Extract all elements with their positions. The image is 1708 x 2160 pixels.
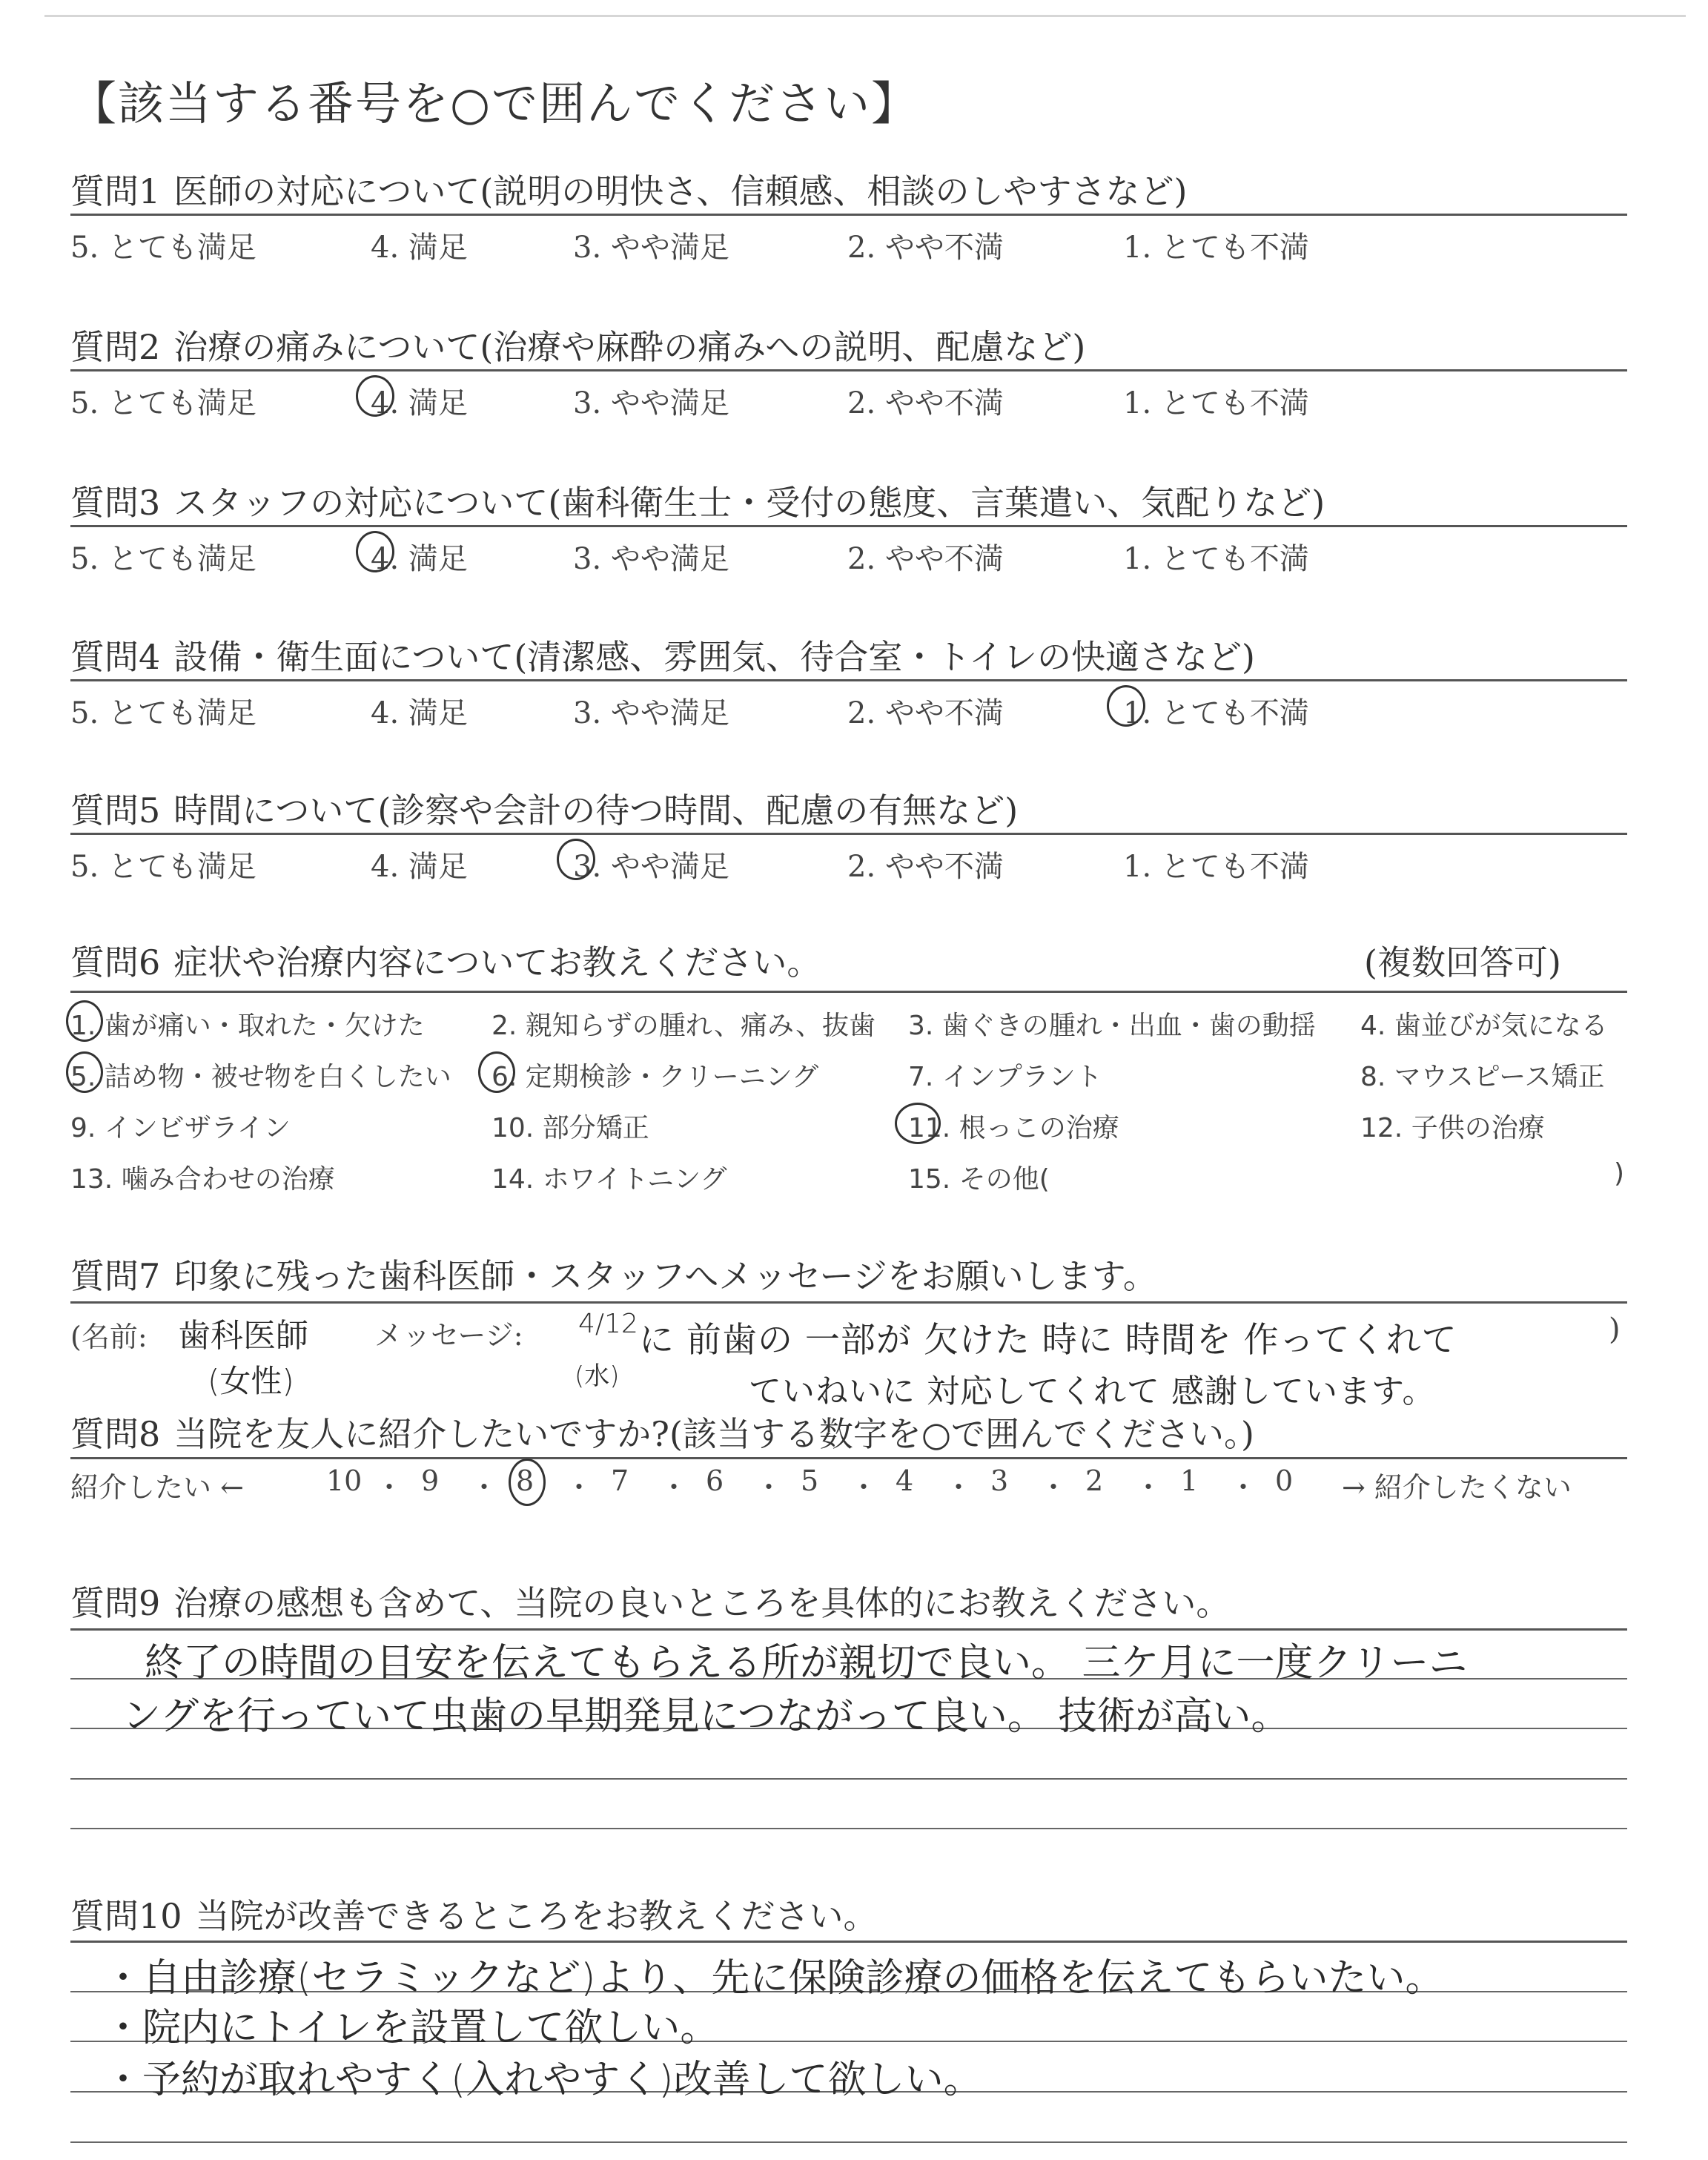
q7-name-label: (名前:	[70, 1321, 148, 1353]
q6-heading	[70, 936, 821, 985]
q2-selection-circle	[356, 375, 394, 417]
q1-text: 医師の対応について(説明の明快さ、信頼感、相談のしやすさなど)	[173, 171, 1188, 211]
q8-text: 当院を友人に紹介したいですか?(該当する数字を○で囲んでください。)	[173, 1414, 1254, 1454]
q7-name-sub: (女性)	[208, 1363, 294, 1399]
q4-option[interactable]: 5. とても満足	[70, 696, 256, 730]
q4-number: 質問4	[70, 637, 161, 677]
q5-options	[70, 843, 1664, 885]
q6-option[interactable]: 3. 歯ぐきの腫れ・出血・歯の動揺	[908, 1011, 1316, 1041]
q2-option[interactable]: 4. 満足	[371, 386, 468, 420]
q5-text: 時間について(診察や会計の待つ時間、配慮の有無など)	[173, 790, 1019, 830]
q1-option[interactable]: 4. 満足	[371, 231, 468, 265]
scale-separator: ・	[850, 1471, 878, 1504]
scale-separator: ・	[1039, 1471, 1068, 1504]
q6-selection-circle	[895, 1103, 941, 1144]
q6-option[interactable]: 1. 歯が痛い・取れた・欠けた	[70, 1011, 425, 1041]
q6-option[interactable]: 9. インビザライン	[70, 1113, 291, 1143]
q6-option[interactable]: 12. 子供の治療	[1360, 1113, 1545, 1143]
scale-value[interactable]: 4	[896, 1464, 914, 1497]
q6-option[interactable]: 2. 親知らずの腫れ、痛み、抜歯	[491, 1011, 876, 1041]
q4-rule	[70, 679, 1627, 681]
q4-text: 設備・衛生面について(清潔感、雰囲気、待合室・トイレの快適さなど)	[173, 637, 1255, 677]
q10-answer-line-3: ・予約が取れやすく(入れやすく)改善して欲しい。	[104, 2058, 982, 2102]
q2-rule	[70, 369, 1627, 371]
q2-number: 質問2	[70, 327, 161, 367]
q10-number: 質問10	[70, 1896, 182, 1936]
q6-option[interactable]: 8. マウスピース矯正	[1360, 1062, 1605, 1092]
q5-rule	[70, 833, 1627, 835]
scale-right-label: → 紹介したくない	[1342, 1471, 1572, 1504]
q4-heading	[70, 630, 1255, 679]
q10-rule	[70, 1941, 1627, 1943]
q7-day: (水)	[575, 1361, 620, 1391]
scale-separator: ・	[660, 1471, 689, 1504]
scale-value[interactable]: 2	[1085, 1464, 1104, 1497]
q9-rule	[70, 1628, 1627, 1631]
q6-option[interactable]: 4. 歯並びが気になる	[1360, 1011, 1608, 1041]
q8-heading	[70, 1407, 1254, 1456]
q1-option[interactable]: 3. やや満足	[573, 231, 729, 265]
q5-option[interactable]: 3. やや満足	[573, 850, 729, 884]
q10-heading	[70, 1889, 878, 1938]
q10-answer-line-2: ・院内にトイレを設置して欲しい。	[104, 2006, 719, 2050]
q9-heading	[70, 1576, 1230, 1625]
q10-line-5	[70, 2141, 1627, 2143]
q2-option[interactable]: 2. やや不満	[847, 386, 1004, 420]
q2-heading	[70, 320, 1085, 369]
q6-text: 症状や治療内容についてお教えください。	[173, 942, 821, 982]
q7-rule	[70, 1301, 1627, 1304]
q3-selection-circle	[356, 531, 394, 572]
scale-separator: ・	[1134, 1471, 1163, 1504]
q3-option[interactable]: 5. とても満足	[70, 542, 256, 576]
q9-text: 治療の感想も含めて、当院の良いところを具体的にお教えください。	[173, 1583, 1231, 1623]
q9-line-4	[70, 1778, 1627, 1780]
scale-value[interactable]: 1	[1180, 1464, 1199, 1497]
q1-options	[70, 224, 1664, 265]
q2-option[interactable]: 1. とても不満	[1123, 386, 1309, 420]
q1-number: 質問1	[70, 171, 161, 211]
q7-heading	[70, 1249, 1157, 1298]
scale-value[interactable]: 6	[706, 1464, 724, 1497]
q8-selection-circle	[509, 1459, 546, 1506]
q2-option[interactable]: 3. やや満足	[573, 386, 729, 420]
q9-number: 質問9	[70, 1583, 161, 1623]
scale-separator: ・	[565, 1471, 594, 1504]
q6-option[interactable]: 6. 定期検診・クリーニング	[491, 1062, 819, 1092]
scale-value[interactable]: 8	[516, 1464, 534, 1497]
q1-rule	[70, 214, 1627, 216]
q3-option[interactable]: 1. とても不満	[1123, 542, 1309, 576]
q5-option[interactable]: 5. とても満足	[70, 850, 256, 884]
q7-message-line-2: ていねいに 対応してくれて 感謝しています。	[749, 1373, 1436, 1410]
scale-value[interactable]: 3	[990, 1464, 1009, 1497]
q2-text: 治療の痛みについて(治療や麻酔の痛みへの説明、配慮など)	[173, 327, 1086, 367]
q3-options	[70, 535, 1664, 577]
q7-message-line-1: に 前歯の 一部が 欠けた 時に 時間を 作ってくれて	[639, 1320, 1457, 1361]
q4-option[interactable]: 3. やや満足	[573, 696, 729, 730]
q6-option[interactable]: 10. 部分矯正	[491, 1113, 649, 1143]
q7-message-label: メッセージ:	[374, 1319, 523, 1352]
scale-value[interactable]: 10	[326, 1464, 363, 1497]
q6-selection-circle	[66, 1000, 103, 1042]
q6-option[interactable]: )	[1614, 1158, 1625, 1189]
q10-answer-line-1: ・自由診療(セラミックなど)より、先に保険診療の価格を伝えてもらいたい。	[104, 1956, 1444, 2001]
scale-separator: ・	[755, 1471, 784, 1504]
q4-options	[70, 690, 1664, 731]
q3-text: スタッフの対応について(歯科衛生士・受付の態度、言葉遣い、気配りなど)	[173, 483, 1325, 523]
top-border	[44, 15, 1686, 17]
q5-heading	[70, 784, 1018, 833]
q6-number: 質問6	[70, 942, 161, 982]
q9-answer-line-2: ングを行っていて虫歯の早期発見につながって良い。 技術が高い。	[122, 1694, 1290, 1739]
q4-option[interactable]: 1. とても不満	[1123, 696, 1309, 730]
q7-close-paren: )	[1609, 1312, 1621, 1347]
q3-option[interactable]: 4. 満足	[371, 542, 468, 576]
scale-value[interactable]: 9	[421, 1464, 440, 1497]
q6-option[interactable]: 7. インプラント	[908, 1062, 1102, 1092]
q6-rule	[70, 991, 1627, 993]
page-title: 【該当する番号を○で囲んでください】	[70, 76, 919, 131]
scale-left-label: 紹介したい ←	[70, 1471, 244, 1504]
q6-option[interactable]: 11. 根っこの治療	[908, 1113, 1119, 1143]
scale-separator: ・	[470, 1471, 499, 1504]
q6-option[interactable]: 5. 詰め物・被せ物を白くしたい	[70, 1062, 451, 1092]
q7-date: 4/12	[578, 1309, 638, 1339]
q9-answer-line-1: 終了の時間の目安を伝えてもらえる所が親切で良い。 三ケ月に一度クリーニ	[145, 1641, 1468, 1685]
q5-selection-circle	[557, 839, 595, 880]
q3-heading	[70, 476, 1325, 525]
q4-option[interactable]: 2. やや不満	[847, 696, 1004, 730]
q6-note: (複数回答可)	[1364, 942, 1561, 982]
q7-name-value: 歯科医師	[178, 1317, 308, 1355]
q8-rule	[70, 1457, 1627, 1459]
recommend-scale	[70, 1464, 1664, 1509]
q1-heading	[70, 165, 1187, 214]
q7-number: 質問7	[70, 1256, 161, 1296]
scale-value[interactable]: 5	[801, 1464, 819, 1497]
q1-option[interactable]: 2. やや不満	[847, 231, 1004, 265]
q4-selection-circle	[1107, 685, 1145, 727]
q3-number: 質問3	[70, 483, 161, 523]
q6-option[interactable]: 15. その他(	[908, 1164, 1050, 1195]
q5-option[interactable]: 4. 満足	[371, 850, 468, 884]
q6-selection-circle	[66, 1051, 103, 1093]
scale-separator: ・	[1229, 1471, 1258, 1504]
q1-option[interactable]: 1. とても不満	[1123, 231, 1309, 265]
q8-number: 質問8	[70, 1414, 161, 1454]
q2-options	[70, 380, 1664, 421]
q7-text: 印象に残った歯科医師・スタッフへメッセージをお願いします。	[173, 1256, 1157, 1296]
q5-option[interactable]: 2. やや不満	[847, 850, 1004, 884]
q3-option[interactable]: 3. やや満足	[573, 542, 729, 576]
q1-option[interactable]: 5. とても満足	[70, 231, 256, 265]
scale-value[interactable]: 7	[611, 1464, 629, 1497]
q10-text: 当院が改善できるところをお教えください。	[195, 1896, 878, 1936]
scale-separator: ・	[375, 1471, 404, 1504]
q6-selection-circle	[478, 1051, 515, 1093]
q2-option[interactable]: 5. とても満足	[70, 386, 256, 420]
q3-option[interactable]: 2. やや不満	[847, 542, 1004, 576]
scale-value[interactable]: 0	[1275, 1464, 1294, 1497]
q4-option[interactable]: 4. 満足	[371, 696, 468, 730]
q6-option[interactable]: 13. 噛み合わせの治療	[70, 1164, 335, 1195]
q9-line-5	[70, 1828, 1627, 1829]
q3-rule	[70, 525, 1627, 527]
q6-option[interactable]: 14. ホワイトニング	[491, 1164, 727, 1195]
q5-number: 質問5	[70, 790, 161, 830]
scale-separator: ・	[944, 1471, 973, 1504]
q5-option[interactable]: 1. とても不満	[1123, 850, 1309, 884]
